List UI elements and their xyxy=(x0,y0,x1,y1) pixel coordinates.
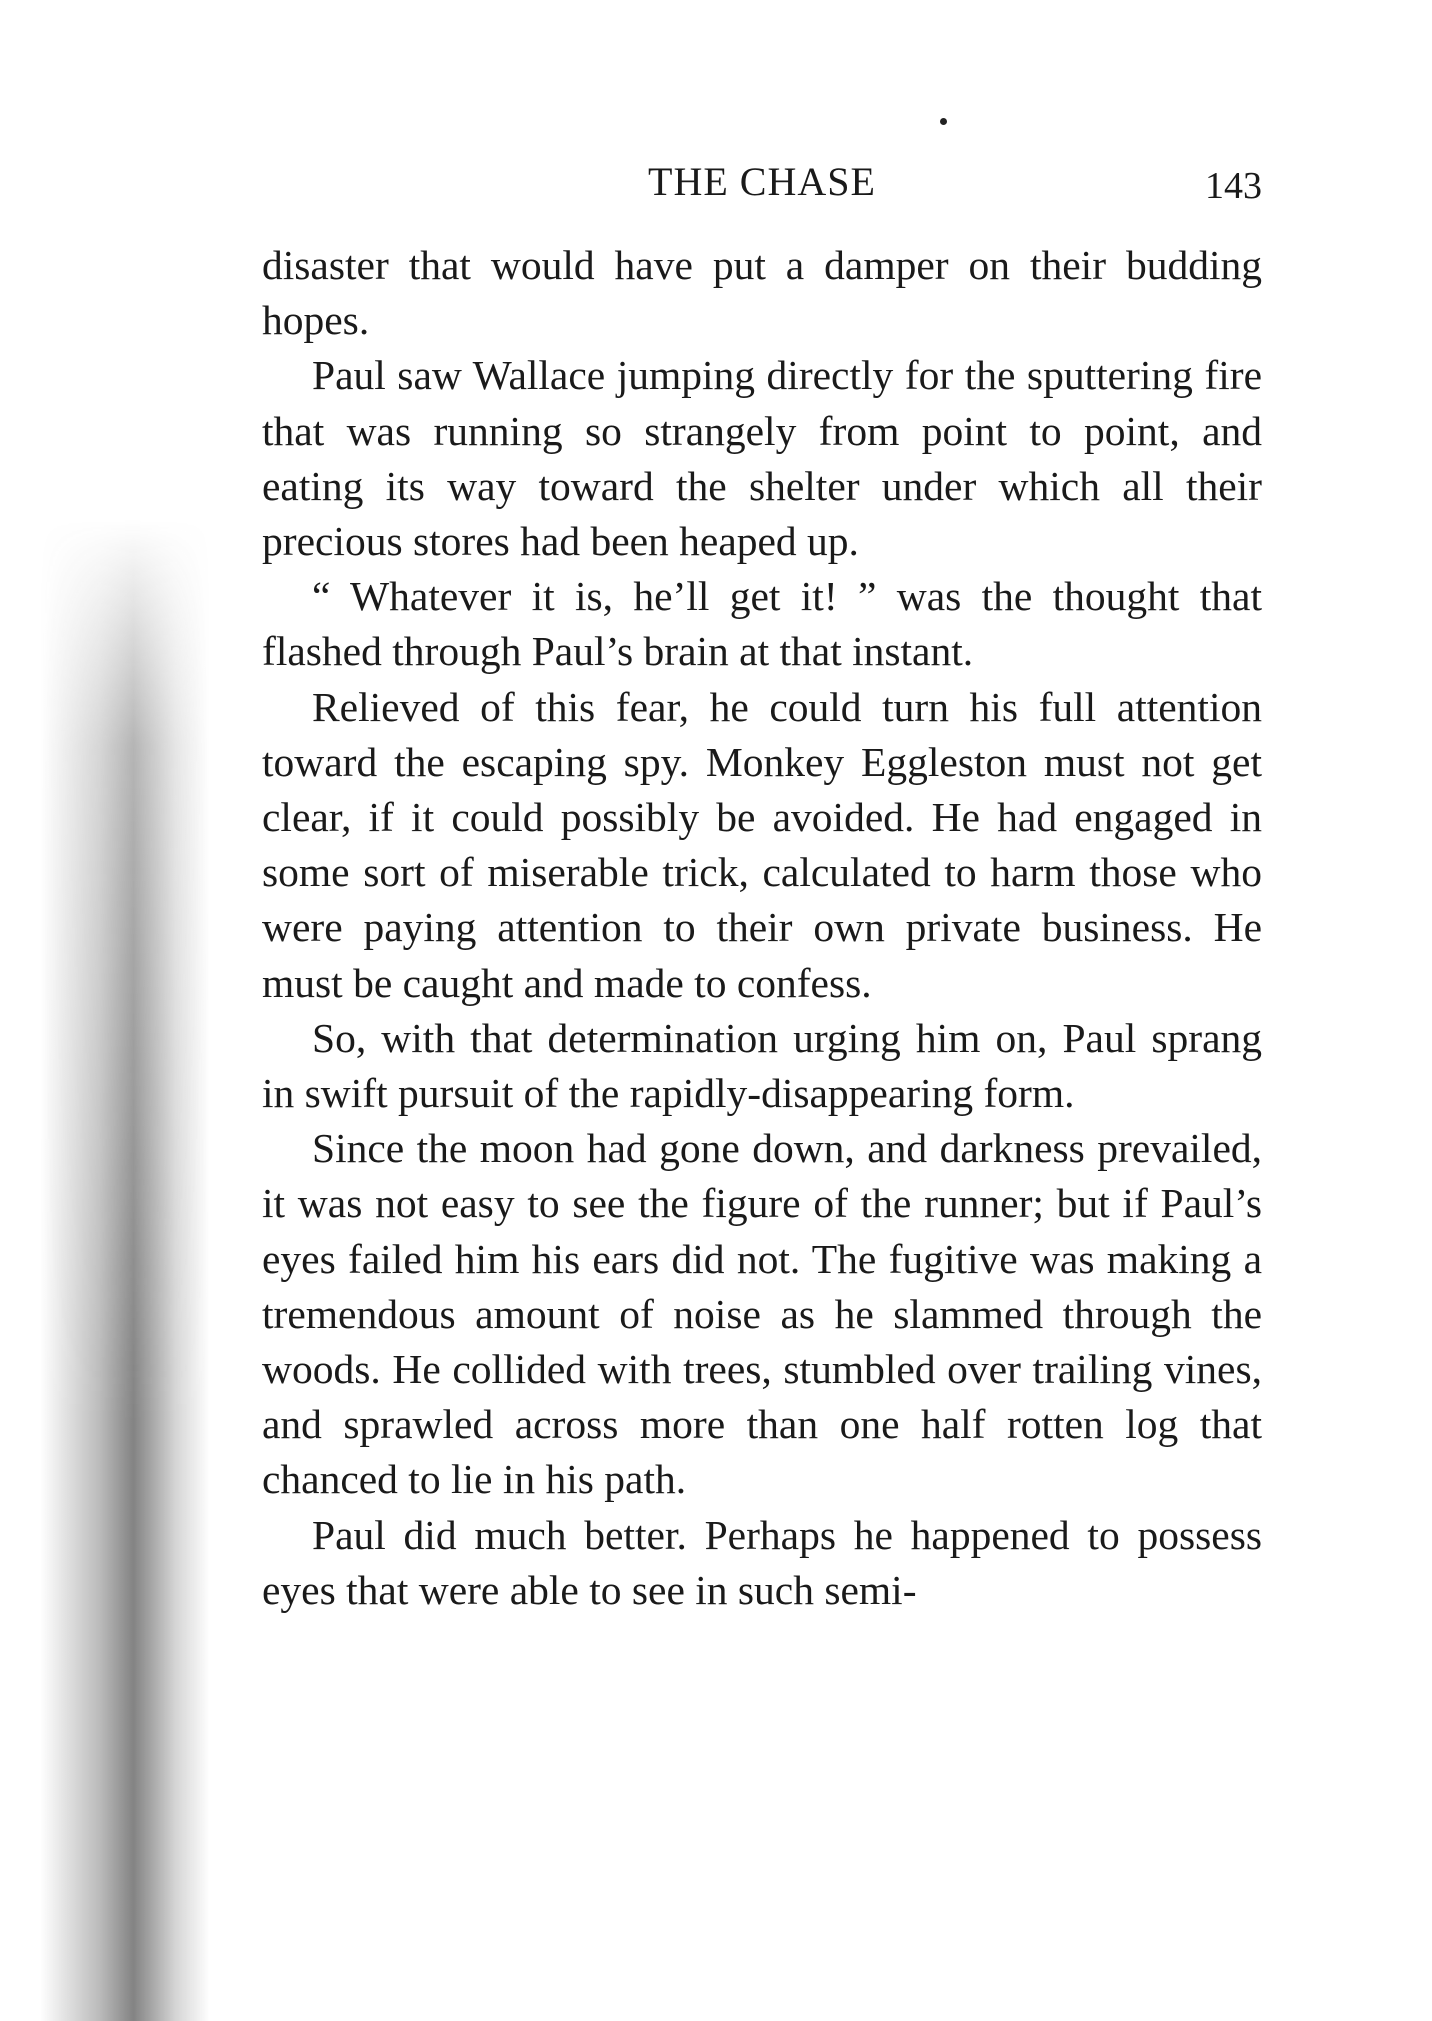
paragraph: Since the moon had gone down, and darkness prevailed, it was not easy to see the figure of the runner; but if Paul’s eyes failed him his ears did not. The fugitive was making a tremendous amount of noise as he slammed through the woods. He collided with trees, stumbled over trailing vines, and sprawled across more than one half rotten log that chanced to lie in his path. xyxy=(262,1125,1262,1503)
print-speck xyxy=(940,118,947,125)
body-text xyxy=(262,238,1262,1618)
page-number: 143 xyxy=(1205,165,1262,207)
paragraph: So, with that determination urging him on, Paul sprang in swift pursuit of the rapidly-disappearing form. xyxy=(262,1014,1262,1117)
page-header xyxy=(262,158,1262,218)
paragraph: Relieved of this fear, he could turn his full attention toward the escaping spy. Monkey Eggleston must not get clear, if it could possibly be avoided. He had engaged in some sort of miserable trick, calculated to harm those who were paying attention to their own private business. He must be caught and made to confess. xyxy=(262,683,1262,1006)
page-gutter-shadow xyxy=(40,520,210,2021)
paragraph: disaster that would have put a damper on their budding hopes. xyxy=(262,242,1262,344)
paragraph: Paul did much better. Perhaps he happened to possess eyes that were able to see in such semi- xyxy=(262,1511,1262,1613)
running-head: THE CHASE xyxy=(648,159,876,204)
paragraph: “ Whatever it is, he’ll get it! ” was the thought that flashed through Paul’s brain at that instant. xyxy=(262,573,1262,675)
paragraph: Paul saw Wallace jumping directly for the sputtering fire that was running so strangely from point to point, and eating its way toward the shelter under which all their precious stores had been heaped up. xyxy=(262,352,1262,565)
